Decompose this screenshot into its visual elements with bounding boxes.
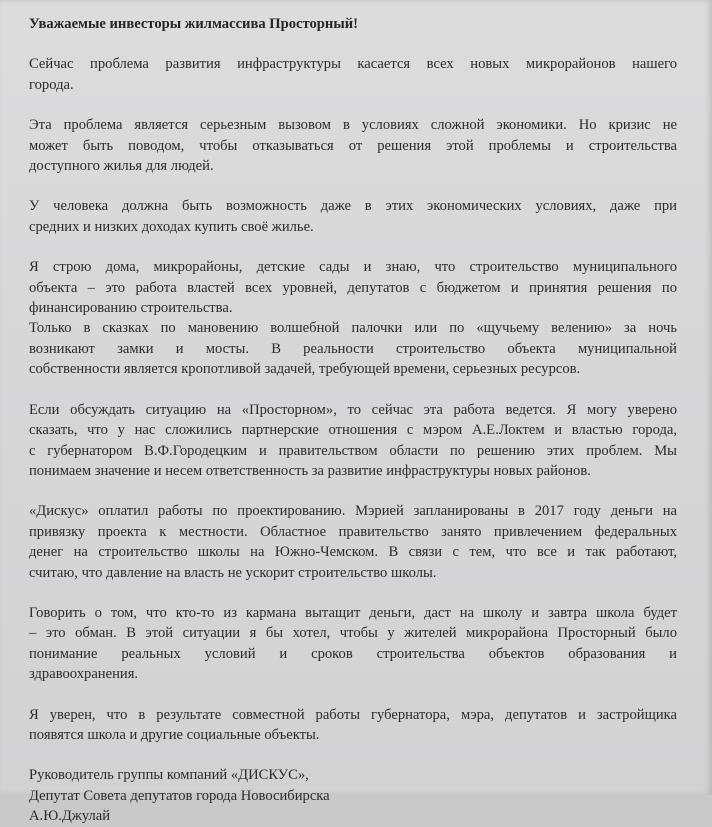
paragraph-line: считаю, что давление на власть не ускорит строительство школы. xyxy=(29,564,437,581)
paragraph-line: У человека должна быть возможность даже в этих экономических условиях, даже при xyxy=(29,198,677,215)
paragraph-line: «Дискус» оплатил работы по проектированию. Мэрией запланированы в 2017 году деньги на xyxy=(29,503,677,520)
paragraph-line: города. xyxy=(29,76,74,93)
paragraph-1 xyxy=(29,54,677,95)
signature-name: А.Ю.Джулай xyxy=(29,808,111,825)
paragraph-line: понимаем значение и несем ответственность за развитие инфраструктуры новых районов. xyxy=(29,462,591,479)
letter-heading: Уважаемые инвесторы жилмассива Просторный! xyxy=(29,16,358,32)
paragraph-line: Говорить о том, что кто-то из кармана вытащит деньги, даст на школу и завтра школа будет xyxy=(29,604,677,621)
paragraph-line: финансированию строительства. xyxy=(29,300,233,317)
paragraph-line: здравоохранения. xyxy=(29,666,139,683)
paragraph-5 xyxy=(29,318,677,379)
paragraph-line: средних и низких доходах купить своё жилье. xyxy=(29,218,314,235)
paragraph-3 xyxy=(29,196,677,237)
paragraph-line: Я строю дома, микрорайоны, детские сады и знаю, что строительство муниципального xyxy=(29,259,677,276)
paragraph-6 xyxy=(29,400,677,482)
paragraph-line: возникают замки и мосты. В реальности строительство объекта муниципальной xyxy=(29,340,677,357)
paragraph-line: – это обман. В этой ситуации я бы хотел, чтобы у жителей микрорайона Просторный было xyxy=(29,625,677,642)
paragraph-2 xyxy=(29,115,677,176)
paragraph-9 xyxy=(29,705,677,746)
paragraph-8 xyxy=(29,603,677,685)
paragraph-line: объекта – это работа властей всех уровней, депутатов с бюджетом и принятия решения по xyxy=(29,279,677,296)
paragraph-line: может быть поводом, чтобы отказываться от решения этой проблемы и строительства xyxy=(29,137,677,154)
paragraph-line: Я уверен, что в результате совместной работы губернатора, мэра, депутатов и застройщика xyxy=(29,706,677,723)
signature-line: Депутат Совета депутатов города Новосибирска xyxy=(29,787,330,804)
paragraph-line: Только в сказках по мановению волшебной палочки или по «щучьему велению» за ночь xyxy=(29,320,677,337)
paragraph-line: доступного жилья для людей. xyxy=(29,158,214,175)
paragraph-7 xyxy=(29,501,677,583)
paragraph-line: Если обсуждать ситуацию на «Просторном», то сейчас эта работа ведется. Я могу уверено xyxy=(29,401,677,418)
paragraph-line: сказать, что у нас сложились партнерские отношения с мэром А.Е.Локтем и властью города, xyxy=(29,422,677,439)
signature-block xyxy=(29,765,677,826)
paragraph-line: Сейчас проблема развития инфраструктуры касается всех новых микрорайонов нашего xyxy=(29,56,677,73)
paragraph-line: понимание реальных условий и сроков строительства объектов образования и xyxy=(29,645,677,662)
signature-line: Руководитель группы компаний «ДИСКУС», xyxy=(29,767,309,784)
paragraph-line: денег на строительство школы на Южно-Чемском. В связи с тем, что все и так работают, xyxy=(29,544,677,561)
paragraph-4 xyxy=(29,257,677,318)
paragraph-line: собственности является кропотливой задачей, требующей времени, серьезных ресурсов. xyxy=(29,361,581,378)
paragraph-line: с губернатором В.Ф.Городецким и правительством области по решению этих проблем. Мы xyxy=(29,442,677,459)
letter-body xyxy=(29,14,677,827)
paragraph-line: привязку проекта к местности. Областное правительство занято привлечением федеральных xyxy=(29,523,677,540)
paragraph-line: Эта проблема является серьезным вызовом в условиях сложной экономики. Но кризис не xyxy=(29,117,677,134)
paragraph-line: появятся школа и другие социальные объекты. xyxy=(29,726,320,743)
